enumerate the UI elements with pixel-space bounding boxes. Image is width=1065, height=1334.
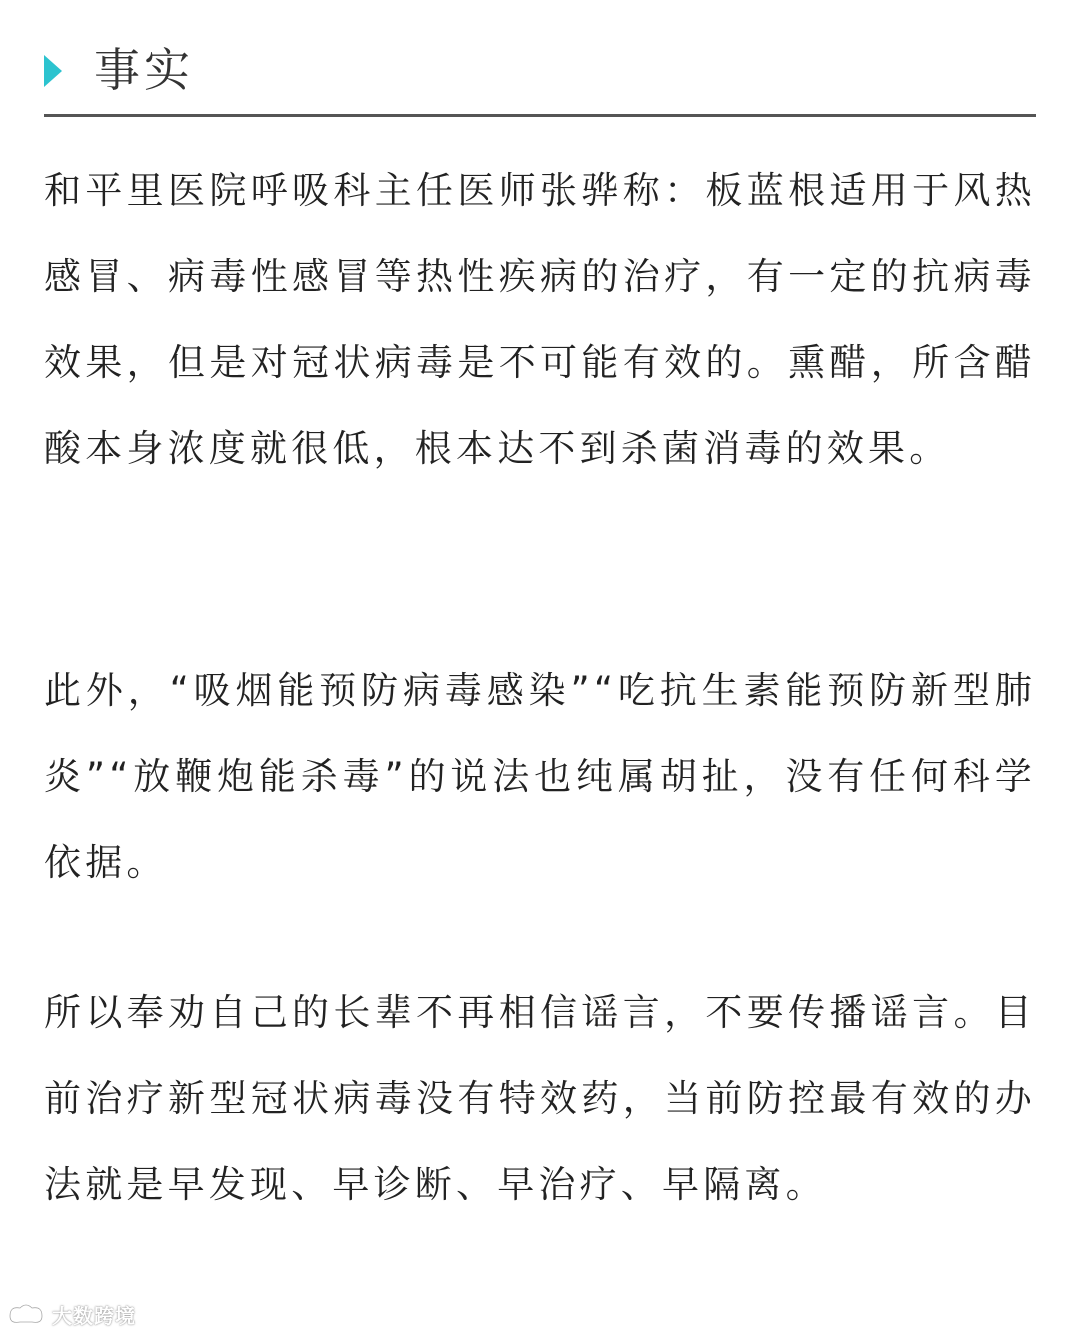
triangle-bullet-icon	[44, 55, 62, 87]
watermark-text: 大数跨境	[52, 1303, 136, 1328]
paragraph-2: 此外，“吸烟能预防病毒感染”“吃抗生素能预防新型肺炎”“放鞭炮能杀毒”的说法也纯属胡扯，没有任何科学依据。	[44, 669, 1036, 884]
paragraph-3: 所以奉劝自己的长辈不再相信谣言，不要传播谣言。目前治疗新型冠状病毒没有特效药，当前防控最有效的办法就是早发现、早诊断、早治疗、早隔离。	[44, 991, 1036, 1206]
watermark-logo-icon	[6, 1302, 46, 1326]
section-header	[44, 38, 1036, 116]
paragraph-1: 和平里医院呼吸科主任医师张骅称：板蓝根适用于风热感冒、病毒性感冒等热性疾病的治疗，有一定的抗病毒效果，但是对冠状病毒是不可能有效的。熏醋，所含醋酸本身浓度就很低，根本达不到杀菌消毒的效果。	[44, 169, 1036, 470]
header-divider	[44, 114, 1036, 117]
section-title: 事实	[94, 43, 194, 97]
watermark	[6, 1298, 136, 1330]
